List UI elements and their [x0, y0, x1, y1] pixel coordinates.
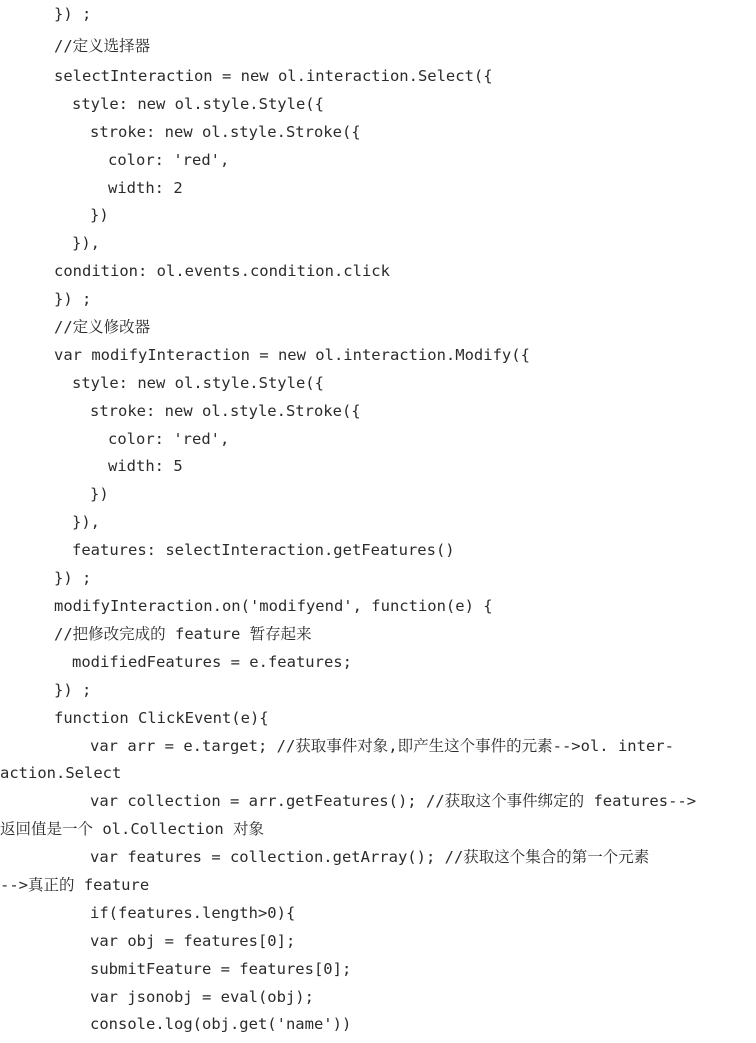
code-comment: //定义选择器: [54, 37, 151, 55]
code-line: var jsonobj = eval(obj);: [90, 988, 314, 1006]
code-line: var arr = e.target; //获取事件对象,即产生这个事件的元素-->ol. inter-: [90, 737, 674, 755]
code-line: width: 5: [108, 457, 183, 475]
code-line: stroke: new ol.style.Stroke({: [90, 402, 361, 420]
code-line: selectInteraction = new ol.interaction.Select({: [54, 67, 493, 85]
code-line: var obj = features[0];: [90, 932, 296, 950]
code-line: action.Select: [0, 764, 122, 782]
code-line: features: selectInteraction.getFeatures(): [72, 541, 455, 559]
code-line: var modifyInteraction = new ol.interaction.Modify({: [54, 346, 530, 364]
code-line: modifyInteraction.on('modifyend', function(e) {: [54, 597, 493, 615]
code-comment: //把修改完成的 feature 暂存起来: [54, 625, 312, 643]
code-line: stroke: new ol.style.Stroke({: [90, 123, 361, 141]
code-line: }): [90, 206, 109, 224]
code-line: condition: ol.events.condition.click: [54, 262, 390, 280]
code-line: }) ;: [54, 5, 92, 23]
code-line: }): [90, 485, 109, 503]
code-line: color: 'red',: [108, 430, 230, 448]
code-line: }),: [72, 234, 100, 252]
code-line: color: 'red',: [108, 151, 230, 169]
code-line: var features = collection.getArray(); //获取这个集合的第一个元素: [90, 848, 650, 866]
code-line: submitFeature = features[0];: [90, 960, 352, 978]
code-line: }) ;: [54, 290, 92, 308]
code-line: }),: [72, 513, 100, 531]
code-line: 返回值是一个 ol.Collection 对象: [0, 820, 264, 838]
code-comment: //定义修改器: [54, 318, 151, 336]
code-line: style: new ol.style.Style({: [72, 374, 324, 392]
code-line: width: 2: [108, 179, 183, 197]
code-line: style: new ol.style.Style({: [72, 95, 324, 113]
code-line: }) ;: [54, 681, 92, 699]
code-line: modifiedFeatures = e.features;: [72, 653, 352, 671]
code-line: }) ;: [54, 569, 92, 587]
code-line: if(features.length>0){: [90, 904, 296, 922]
code-line: console.log(obj.get('name')): [90, 1015, 352, 1033]
code-line: var collection = arr.getFeatures(); //获取这个事件绑定的 features-->: [90, 792, 697, 810]
code-line: function ClickEvent(e){: [54, 709, 269, 727]
code-line: -->真正的 feature: [0, 876, 150, 894]
